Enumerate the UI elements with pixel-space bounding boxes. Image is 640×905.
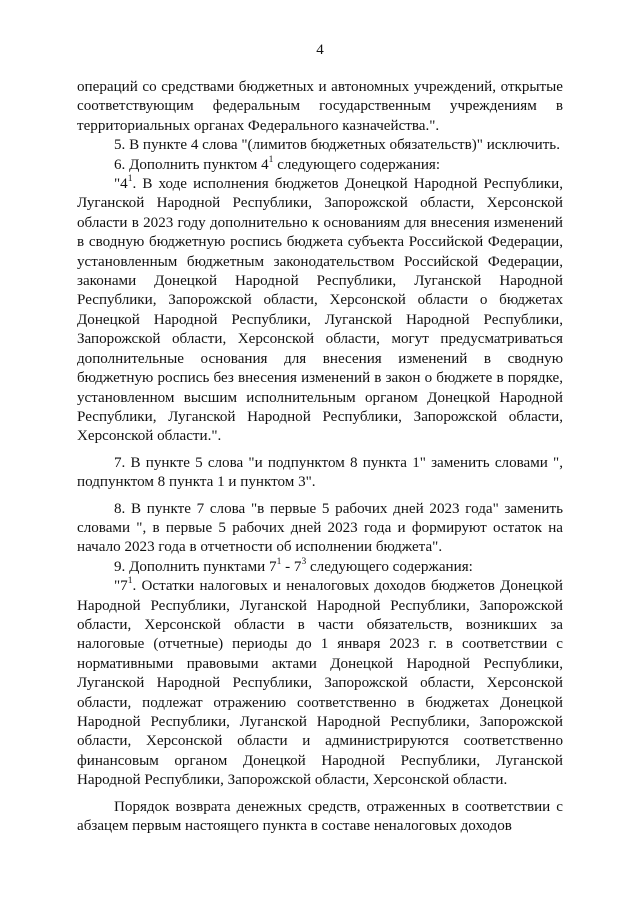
paragraph-text: следующего содержания:	[306, 558, 473, 575]
paragraph	[77, 78, 563, 136]
paragraph	[77, 558, 563, 577]
paragraph-text: Порядок возврата денежных средств, отраженных в соответствии с абзацем первым настоящего пункта в составе неналоговых доходов	[77, 798, 563, 835]
paragraph-text: следующего содержания:	[273, 156, 441, 173]
paragraph-text: 8. В пункте 7 слова "в первые 5 рабочих дней 2023 года" заменить словами ", в первые 5 рабочих дней 2023 года и формируют остаток на начало 2023 года в отчетности об исполнении бюджета".	[77, 500, 563, 556]
paragraph-text: "4	[114, 176, 128, 193]
superscript-index: 3	[301, 556, 307, 567]
paragraph	[77, 798, 563, 837]
paragraph	[77, 500, 563, 558]
paragraph-text: - 7	[281, 558, 302, 575]
paragraph-text: 6. Дополнить пунктом 4	[114, 156, 269, 173]
paragraph-text: 7. В пункте 5 слова "и подпунктом 8 пункта 1" заменить словами ", подпунктом 8 пункта 1 и пунктом 3".	[77, 454, 563, 491]
superscript-index: 1	[276, 556, 282, 567]
paragraph-text: . В ходе исполнения бюджетов Донецкой Народной Республики, Луганской Народной Республики, Запорожской области, Херсонской области в 2023 году дополнительно к основаниям для внесения изменений в сводную бюджетную роспись бюджета субъекта Российской Федерации, установленным бюджетным законодательством Российской Федерации, законами Донецкой Народной Республики, Луганской Народной Республики, Запорожской области, Херсонской области о бюджетах Донецкой Народной Республики, Луганской Народной Республики, Запорожской области, Херсонской области, могут предусматриваться дополнительные основания для внесения изменений в сводную бюджетную роспись без внесения изменений в закон о бюджете в порядке, установленном высшим исполнительным органом Донецкой Народной Республики, Луганской Народной Республики, Запорожской области, Херсонской области.".	[77, 176, 563, 445]
paragraph-text: . Остатки налоговых и неналоговых доходов бюджетов Донецкой Народной Республики, Луганской Народной Республики, Запорожской области, Херсонской области в части обязательств, возникших за налоговые (отчетные) периоды до 1 января 2023 г. в соответствии с нормативными правовыми актами Донецкой Народной Республики, Луганской Народной Республики, Запорожской области, Херсонской области, подлежат отражению соответственно в бюджетах Донецкой Народной Республики, Луганской Народной Республики, Запорожской области, Херсонской области и администрируются соответственно финансовым органом Донецкой Народной Республики, Луганской Народной Республики, Запорожской области, Херсонской области.	[77, 578, 563, 789]
superscript-index: 1	[268, 154, 274, 165]
paragraph-text: 5. В пункте 4 слова "(лимитов бюджетных обязательств)" исключить.	[114, 137, 560, 154]
superscript-index: 1	[127, 174, 133, 184]
paragraph	[77, 577, 563, 790]
paragraph	[77, 454, 563, 493]
page-number: 4	[316, 42, 324, 58]
paragraph-text: 9. Дополнить пунктами 7	[114, 558, 277, 575]
paragraph	[77, 175, 563, 447]
document-body	[77, 78, 563, 836]
paragraph	[77, 136, 563, 155]
paragraph-text: операций со средствами бюджетных и автономных учреждений, открытые соответствующим федеральным государственным учреждениям в территориальных органах Федерального казначейства.".	[77, 79, 563, 134]
paragraph-text: "7	[114, 578, 128, 595]
paragraph	[77, 156, 563, 175]
superscript-index: 1	[127, 576, 133, 587]
